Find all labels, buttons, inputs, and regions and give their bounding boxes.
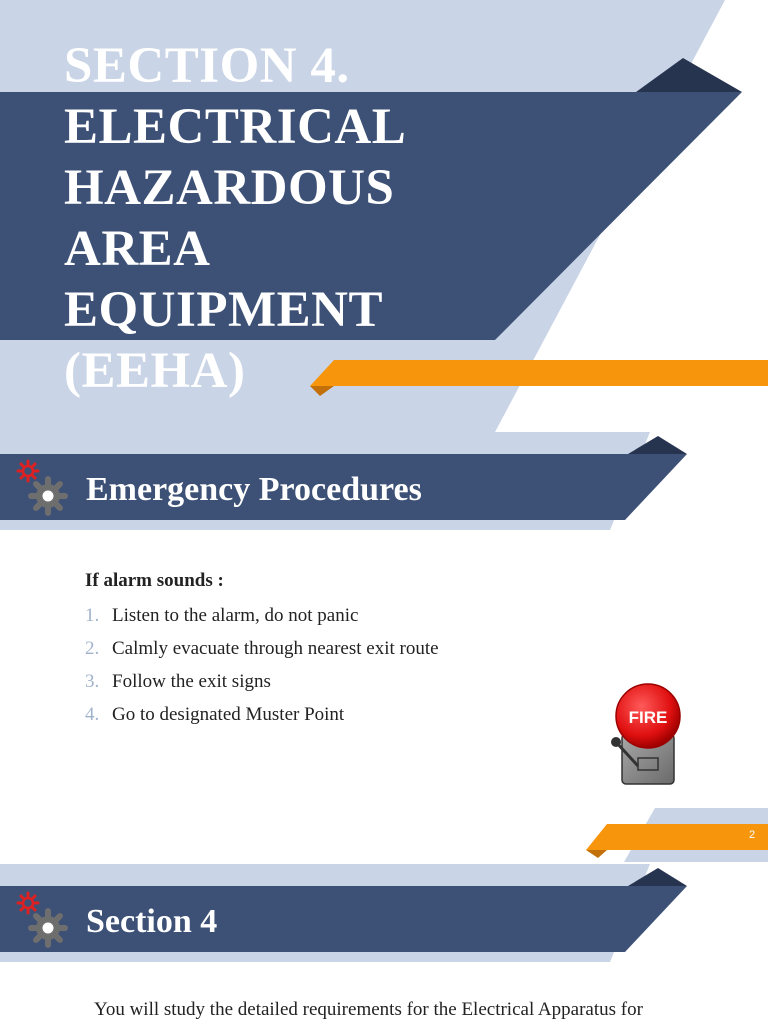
title-slide: [0, 0, 768, 432]
fire-alarm-icon: [606, 682, 690, 792]
emergency-procedures-slide: [0, 432, 768, 864]
section-4-slide: [0, 864, 768, 1024]
fire-label: FIRE: [628, 708, 668, 727]
list-item: [85, 599, 439, 632]
list-text: Calmly evacuate through nearest exit route: [112, 638, 439, 659]
procedure-list: [85, 599, 439, 731]
section-title: [64, 36, 406, 402]
list-item: [85, 698, 439, 731]
list-number: 3.: [85, 671, 100, 692]
title-line: SECTION 4.: [64, 38, 350, 94]
title-line: HAZARDOUS: [64, 160, 395, 216]
gear-icon: [14, 890, 74, 950]
title-line: (EEHA): [64, 343, 246, 399]
title-line: ELECTRICAL: [64, 99, 407, 155]
emergency-heading: Emergency Procedures: [86, 471, 422, 508]
list-item: [85, 632, 439, 665]
list-text: Go to designated Muster Point: [112, 704, 345, 725]
section-heading: Section 4: [86, 903, 218, 940]
gear-icon: [14, 458, 74, 518]
list-item: [85, 665, 439, 698]
title-line: AREA: [64, 221, 211, 277]
title-line: EQUIPMENT: [64, 282, 384, 338]
body-text: You will study the detailed requirements for the Electrical Apparatus for: [94, 999, 643, 1020]
page-number: 2: [749, 829, 756, 841]
list-text: Follow the exit signs: [112, 671, 271, 692]
list-number: 4.: [85, 704, 100, 725]
list-text: Listen to the alarm, do not panic: [112, 605, 359, 626]
list-number: 2.: [85, 638, 100, 659]
alarm-heading: If alarm sounds :: [85, 570, 224, 591]
list-number: 1.: [85, 605, 100, 626]
